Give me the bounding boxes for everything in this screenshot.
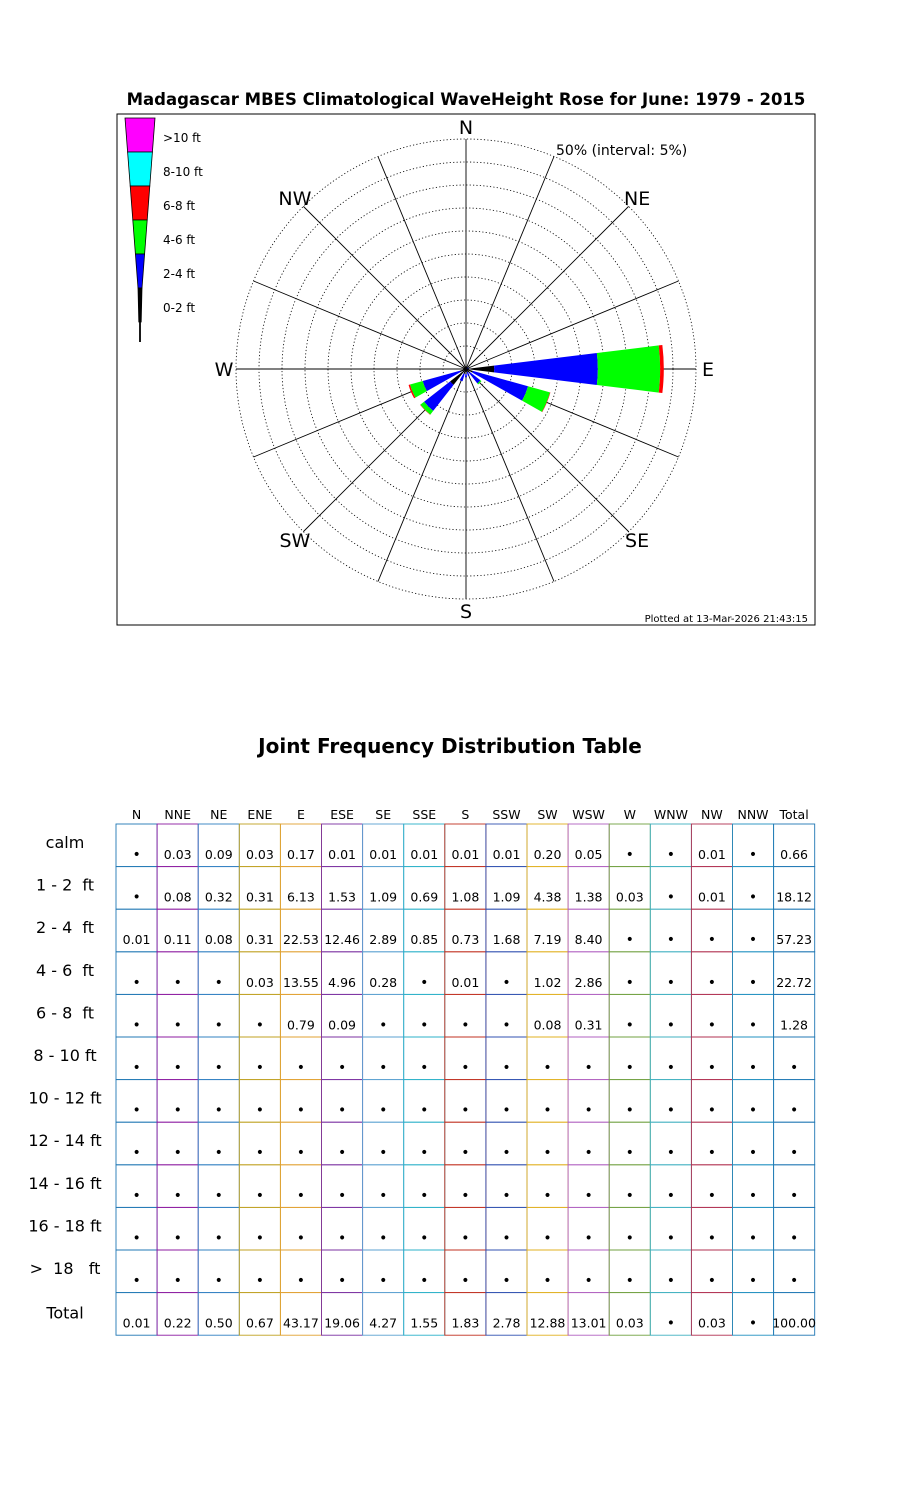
table-cell: 1.83: [451, 1315, 480, 1331]
rose-spoke: [303, 206, 466, 369]
legend-swatch-1: [128, 152, 153, 186]
table-cell: •: [666, 1315, 676, 1332]
table-cell: •: [707, 1230, 717, 1247]
table-cell: 0.08: [163, 889, 192, 905]
row-label: 16 - 18 ft: [28, 1216, 102, 1236]
table-cell: •: [255, 1187, 265, 1204]
rose-spoke: [254, 281, 466, 369]
table-cell: •: [337, 1102, 347, 1119]
table-cell: •: [379, 1187, 388, 1204]
table-cell: •: [502, 1273, 511, 1289]
table-cell: •: [666, 1102, 676, 1119]
table-cell: •: [707, 1145, 717, 1162]
rose-spoke: [378, 157, 466, 369]
column-header-s: S: [461, 807, 470, 822]
table-cell: •: [625, 1102, 634, 1119]
legend-swatch-5: [138, 288, 142, 322]
table-cell: 0.01: [451, 974, 480, 990]
compass-label-w: W: [214, 359, 234, 381]
compass-label-se: SE: [625, 530, 650, 553]
table-cell: •: [666, 1145, 676, 1162]
table-cell: •: [748, 974, 758, 991]
column-header-nne: NNE: [164, 807, 192, 822]
table-cell: •: [337, 1145, 347, 1162]
column-header-wsw: WSW: [572, 807, 605, 822]
row-label: Total: [46, 1303, 84, 1323]
legend-label-1: 8-10 ft: [163, 165, 203, 179]
table-cell: •: [748, 1145, 758, 1162]
table-cell: •: [707, 1102, 717, 1119]
table-row-labels: [28, 833, 101, 1323]
table-cell: •: [132, 1060, 141, 1076]
table-cell: 0.01: [328, 847, 357, 862]
table-cell: •: [132, 1273, 141, 1289]
table-cell: 0.03: [245, 847, 274, 862]
column-header-e: E: [296, 807, 305, 822]
row-label: calm: [45, 833, 85, 852]
table-cell: •: [748, 1017, 758, 1034]
table-cell: 1.09: [369, 889, 398, 905]
table-cell: •: [502, 1060, 511, 1076]
table-cell: 0.01: [492, 847, 521, 862]
table-cell: 0.20: [533, 847, 562, 862]
table-cell: •: [502, 1187, 511, 1204]
table-cell: •: [296, 1102, 306, 1119]
table-cell: •: [255, 1060, 265, 1076]
column-header-w: W: [623, 807, 636, 822]
table-cell: •: [337, 1273, 347, 1289]
table-cell: 0.09: [328, 1017, 357, 1033]
table-column-headers: [132, 807, 809, 822]
row-label: 8 - 10 ft: [33, 1046, 97, 1065]
table-cell: •: [214, 1273, 223, 1289]
table-cell: •: [461, 1230, 470, 1247]
table-cell: 0.66: [780, 847, 809, 862]
table-cell: •: [748, 1273, 758, 1289]
row-label: 2 - 4 ft: [35, 918, 95, 938]
column-header-n: N: [131, 807, 142, 822]
table-cell: •: [255, 1017, 265, 1034]
table-cell: •: [132, 889, 141, 906]
table-cell: •: [420, 1273, 429, 1289]
table-cell: •: [625, 1145, 634, 1162]
table-cell: •: [666, 1060, 676, 1076]
frequency-table: [0, 790, 900, 1350]
table-cell: 19.06: [324, 1315, 360, 1331]
table-cell: •: [296, 1230, 306, 1247]
compass-label-ne: NE: [623, 187, 651, 210]
table-cell: •: [584, 1102, 593, 1119]
table-cell: •: [132, 1145, 141, 1162]
table-cell: 0.50: [204, 1315, 233, 1331]
table-cell: •: [789, 1102, 799, 1119]
legend-label-4: 2-4 ft: [163, 267, 196, 281]
table-cell: •: [379, 1145, 388, 1162]
table-cell: •: [296, 1060, 306, 1076]
legend-swatch-4: [135, 254, 144, 288]
table-cell: •: [132, 847, 141, 863]
table-cell: 1.09: [492, 889, 521, 905]
table-cell: •: [707, 1060, 717, 1076]
row-label: 14 - 16 ft: [28, 1173, 102, 1193]
table-cell: •: [625, 1060, 634, 1076]
table-cell: •: [132, 1230, 141, 1247]
table-cell: •: [420, 1187, 429, 1204]
table-cell: 7.19: [533, 932, 562, 948]
table-cell: •: [337, 1060, 347, 1076]
table-cell: 0.73: [451, 932, 480, 948]
compass-label-e: E: [701, 359, 715, 381]
table-cell: 1.68: [492, 932, 521, 948]
table-cell: •: [173, 1017, 182, 1034]
table-cell: 1.55: [410, 1315, 439, 1331]
table-cell: 0.31: [574, 1017, 603, 1033]
table-cell: 13.01: [570, 1315, 607, 1331]
column-header-nw: NW: [701, 807, 723, 822]
table-cell: •: [502, 1230, 511, 1247]
table-cell: •: [625, 1187, 634, 1204]
table-cell: •: [461, 1187, 470, 1204]
table-cell: •: [789, 1273, 799, 1289]
table-cell: 22.72: [776, 974, 812, 990]
table-cell: 1.53: [328, 889, 357, 905]
table-cell: •: [461, 1273, 470, 1289]
row-label: > 18 ft: [29, 1259, 101, 1278]
table-cell: •: [584, 1187, 593, 1204]
table-cell: •: [173, 1273, 182, 1289]
table-cell: •: [748, 932, 758, 949]
table-cell: 1.28: [780, 1017, 809, 1033]
table-cell: •: [625, 1017, 634, 1034]
table-cells: [123, 847, 816, 1332]
column-header-nnw: NNW: [737, 807, 769, 822]
table-cell: •: [666, 1230, 676, 1247]
compass-label-sw: SW: [279, 530, 311, 553]
table-cell: 0.09: [204, 847, 233, 862]
table-cell: •: [461, 1145, 470, 1162]
table-cell: •: [379, 1273, 388, 1289]
table-cell: •: [707, 1273, 717, 1289]
table-cell: •: [379, 1102, 388, 1119]
table-cell: 0.01: [369, 847, 398, 862]
table-cell: •: [748, 847, 758, 863]
table-cell: •: [625, 1273, 634, 1289]
table-cell: •: [789, 1145, 799, 1162]
table-cell: 22.53: [283, 932, 319, 948]
table-cell: •: [132, 1187, 141, 1204]
legend-swatch-2: [130, 186, 150, 220]
table-cell: •: [625, 847, 634, 863]
table-cell: •: [707, 1017, 717, 1034]
table-cell: •: [214, 1060, 223, 1076]
rose-scale-label: 50% (interval: 5%): [556, 143, 688, 159]
rose-wedge-e-0-2-ft: [466, 366, 494, 373]
column-header-ssw: SSW: [492, 807, 521, 822]
table-cell: •: [214, 1187, 223, 1204]
table-cell: 0.01: [122, 932, 151, 948]
table-cell: •: [748, 1187, 758, 1204]
table-cell: •: [173, 974, 182, 991]
table-cell: •: [748, 1315, 758, 1332]
table-cell: •: [584, 1145, 593, 1162]
table-cell: •: [543, 1060, 552, 1076]
table-cell: •: [707, 974, 717, 991]
table-cell: •: [543, 1102, 552, 1119]
row-label: 6 - 8 ft: [35, 1003, 95, 1023]
column-header-wnw: WNW: [653, 807, 688, 822]
table-cell: •: [296, 1187, 306, 1204]
table-cell: •: [255, 1102, 265, 1119]
table-cell: •: [707, 1187, 717, 1204]
table-cell: 0.03: [163, 847, 192, 862]
column-header-se: SE: [375, 807, 392, 822]
table-cell: •: [502, 1145, 511, 1162]
rose-spoke: [466, 206, 629, 369]
table-cell: 4.38: [533, 889, 562, 905]
legend-label-2: 6-8 ft: [163, 199, 196, 213]
table-cell: •: [296, 1145, 306, 1162]
table-cell: 0.17: [286, 847, 315, 862]
table-cell: •: [666, 1187, 676, 1204]
table-cell: •: [584, 1060, 593, 1076]
table-cell: 0.85: [410, 932, 439, 948]
column-header-ese: ESE: [330, 807, 354, 822]
column-header-sse: SSE: [412, 807, 437, 822]
table-cell: •: [214, 1145, 223, 1162]
column-header-sw: SW: [537, 807, 558, 822]
table-cell: 0.03: [615, 1315, 644, 1331]
table-title: Joint Frequency Distribution Table: [258, 734, 642, 758]
table-cell: •: [666, 974, 676, 991]
table-cell: •: [584, 1273, 593, 1289]
table-cell: •: [214, 974, 223, 991]
legend-swatch-3: [133, 220, 147, 254]
table-cell: •: [379, 1017, 388, 1034]
table-cell: 0.01: [697, 847, 726, 862]
table-cell: •: [461, 1017, 470, 1034]
table-cell: 13.55: [283, 974, 319, 990]
table-cell: •: [420, 1145, 429, 1162]
table-cell: •: [789, 1230, 799, 1247]
table-cell: •: [214, 1017, 223, 1034]
table-cell: 0.01: [451, 847, 480, 862]
table-cell: •: [789, 1187, 799, 1204]
table-cell: •: [461, 1102, 470, 1119]
table-cell: •: [379, 1060, 388, 1076]
table-cell: •: [420, 1102, 429, 1119]
table-cell: 0.03: [697, 1315, 726, 1331]
table-cell: •: [132, 1017, 141, 1034]
table-cell: •: [748, 1102, 758, 1119]
table-cell: •: [214, 1102, 223, 1119]
table-cell: 4.27: [369, 1315, 398, 1331]
rose-wedge-e-4-6-ft: [597, 345, 660, 392]
table-cell: 0.08: [204, 932, 233, 948]
table-cell: •: [255, 1145, 265, 1162]
table-cell: 1.08: [451, 889, 480, 905]
table-cell: •: [625, 932, 634, 949]
table-cell: •: [420, 1017, 429, 1034]
table-cell: 0.31: [245, 932, 274, 948]
rose-title: Madagascar MBES Climatological WaveHeight Rose for June: 1979 - 2015: [126, 90, 806, 109]
table-cell: •: [173, 1060, 182, 1076]
table-cell: •: [543, 1187, 552, 1204]
compass-label-n: N: [458, 117, 474, 139]
table-cell: •: [789, 1060, 799, 1076]
table-cell: 43.17: [283, 1315, 319, 1331]
table-cell: •: [543, 1145, 552, 1162]
table-cell: •: [132, 974, 141, 991]
table-cell: •: [461, 1060, 470, 1076]
table-cell: •: [173, 1145, 182, 1162]
table-cell: •: [420, 1060, 429, 1076]
table-cell: •: [255, 1230, 265, 1247]
table-cell: 0.79: [286, 1017, 315, 1033]
row-label: 12 - 14 ft: [28, 1131, 102, 1151]
legend-label-5: 0-2 ft: [163, 301, 196, 315]
table-cell: •: [502, 1017, 511, 1034]
table-cell: •: [132, 1102, 141, 1119]
table-cell: •: [543, 1273, 552, 1289]
table-cell: •: [748, 889, 758, 906]
column-header-ne: NE: [210, 807, 228, 822]
table-cell: 0.31: [245, 889, 274, 905]
table-cell: •: [584, 1230, 593, 1247]
table-cell: 12.88: [529, 1315, 566, 1331]
table-cell: •: [337, 1230, 347, 1247]
table-cell: •: [666, 889, 676, 906]
wind-rose-chart: [0, 0, 900, 660]
table-cell: 0.03: [615, 889, 644, 905]
table-cell: •: [625, 1230, 634, 1247]
table-cell: •: [173, 1102, 182, 1119]
table-cell: 0.67: [245, 1315, 274, 1331]
table-cell: •: [502, 974, 511, 991]
table-cell: •: [625, 974, 634, 991]
rose-wedge-s-2-4-ft: [465, 374, 467, 377]
table-cell: 8.40: [574, 932, 603, 948]
table-cell: •: [502, 1102, 511, 1119]
table-cell: •: [420, 974, 429, 991]
table-cell: •: [666, 1017, 676, 1034]
table-cell: •: [748, 1230, 758, 1247]
column-header-total: Total: [779, 807, 809, 822]
table-cell: 6.13: [286, 889, 315, 905]
table-cell: 0.01: [697, 889, 726, 905]
table-cell: •: [255, 1273, 265, 1289]
table-cell: •: [666, 932, 676, 949]
table-cell: 0.01: [122, 1315, 151, 1331]
table-cell: 100.00: [772, 1315, 816, 1331]
row-label: 1 - 2 ft: [35, 875, 95, 895]
table-cell: 4.96: [328, 974, 357, 990]
legend-label-0: >10 ft: [163, 131, 201, 145]
table-cell: •: [666, 1273, 676, 1289]
rose-spoke: [378, 369, 466, 581]
table-cell: •: [707, 932, 717, 949]
row-label: 4 - 6 ft: [35, 960, 95, 980]
table-cell: 0.03: [245, 974, 274, 990]
legend-label-3: 4-6 ft: [163, 233, 196, 247]
table-cell: •: [379, 1230, 388, 1247]
table-cell: 2.89: [369, 932, 398, 948]
table-cell: 0.11: [163, 932, 192, 948]
table-cell: 12.46: [324, 932, 360, 948]
table-cell: 18.12: [776, 889, 812, 905]
rose-legend: [125, 118, 203, 342]
table-cell: •: [420, 1230, 429, 1247]
compass-label-s: S: [459, 601, 473, 623]
table-cell: •: [748, 1060, 758, 1076]
table-cell: •: [543, 1230, 552, 1247]
table-cell: 0.05: [574, 847, 603, 862]
rose-spoke: [466, 157, 554, 369]
table-cell: 0.28: [369, 974, 398, 990]
row-label: 10 - 12 ft: [28, 1088, 102, 1108]
table-cell: 57.23: [776, 932, 812, 948]
table-cell: 0.08: [533, 1017, 562, 1033]
table-cell: •: [173, 1230, 182, 1247]
table-cell: 2.86: [574, 974, 603, 990]
table-cell: 0.32: [204, 889, 233, 905]
table-cell: 0.22: [163, 1315, 192, 1331]
table-cell: 0.69: [410, 889, 439, 905]
table-cell: 0.01: [410, 847, 439, 862]
table-cell: •: [173, 1187, 182, 1204]
compass-label-nw: NW: [278, 187, 312, 210]
table-cell: •: [337, 1187, 347, 1204]
table-cell: •: [666, 847, 676, 863]
column-header-ene: ENE: [247, 807, 273, 822]
table-cell: 1.02: [533, 974, 562, 990]
rose-footer: Plotted at 13-Mar-2026 21:43:15: [644, 614, 808, 625]
table-cell: 2.78: [492, 1315, 521, 1331]
table-cell: 1.38: [574, 889, 603, 905]
table-cell: •: [214, 1230, 223, 1247]
table-cell: •: [296, 1273, 306, 1289]
legend-swatch-0: [125, 118, 155, 152]
rose-wedges: [409, 345, 664, 415]
rose-wedge-e-2-4-ft: [494, 353, 598, 385]
